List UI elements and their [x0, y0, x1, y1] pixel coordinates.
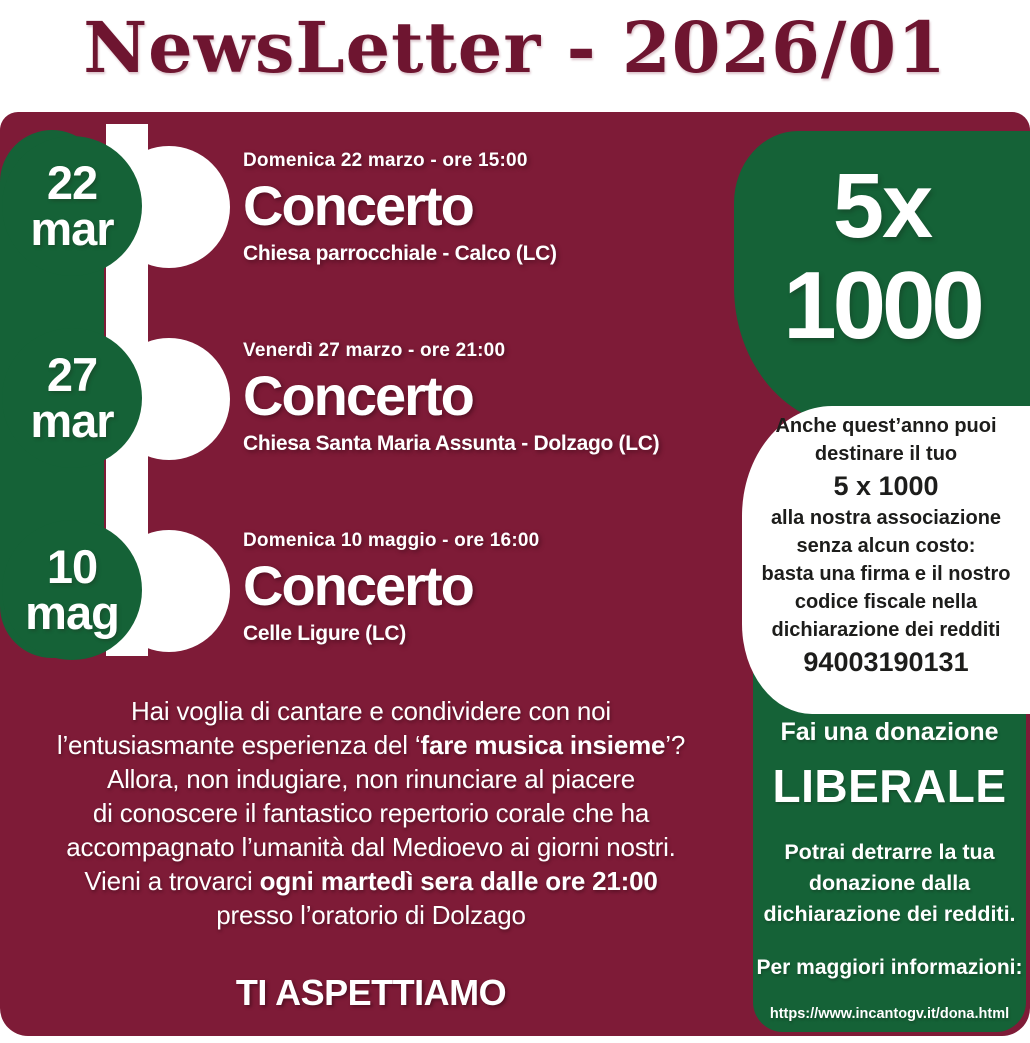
event-date-badge	[0, 136, 232, 276]
event-title: Concerto	[243, 554, 473, 617]
date-badge-green-circle	[2, 136, 142, 276]
donation-detail-line: dichiarazione dei redditi.	[763, 902, 1016, 926]
donation-link[interactable]: https://www.incantogv.it/dona.html	[769, 1006, 1010, 1022]
donation-panel-content	[753, 648, 1026, 1022]
event-date-month: mar	[30, 394, 114, 447]
event-venue: Chiesa parrocchiale - Calco (LC)	[243, 242, 557, 265]
invitation-line: di conoscere il fantastico repertorio corale che ha	[92, 798, 650, 828]
event-listing	[243, 150, 743, 266]
five-per-mille-line2: 1000	[783, 252, 981, 359]
event-title: Concerto	[243, 364, 473, 427]
tax-info-line: basta una firma e il nostro	[761, 563, 1011, 585]
donation-detail	[753, 837, 1026, 930]
tax-info-line: senza alcun costo:	[796, 535, 976, 557]
tax-info-paragraph	[742, 412, 1030, 680]
donation-detail-line: Potrai detrarre la tua	[784, 840, 995, 864]
five-per-mille-line1: 5x	[832, 155, 932, 257]
tax-info-line: 94003190131	[803, 647, 969, 677]
invitation-line: Hai voglia di cantare e condividere con noi	[131, 696, 611, 726]
event-date-month: mag	[25, 586, 119, 639]
five-per-mille-headline	[734, 155, 1030, 359]
event-listing	[243, 340, 743, 456]
invitation-line: presso l’oratorio di Dolzago	[216, 900, 526, 930]
invitation-line: accompagnato l’umanità dal Medioevo ai giorni nostri.	[66, 832, 676, 862]
invitation-line: Allora, non indugiare, non rinunciare al piacere	[106, 764, 636, 794]
invitation-line: Vieni a trovarci ogni martedì sera dalle ore 21:00	[84, 866, 658, 896]
tax-info-line: destinare il tuo	[814, 443, 958, 465]
donation-url	[753, 1006, 1026, 1022]
event-datetime: Domenica 22 marzo - ore 15:00	[243, 150, 528, 171]
more-info-label: Per maggiori informazioni:	[756, 956, 1023, 979]
event-listing	[243, 530, 743, 646]
tax-info-line: Anche quest’anno puoi	[775, 415, 997, 437]
newsletter-title: NewsLetter - 2026/01	[83, 6, 947, 89]
event-datetime: Domenica 10 maggio - ore 16:00	[243, 530, 540, 551]
event-date-day: 22	[46, 156, 98, 209]
event-date-day: 10	[46, 540, 98, 593]
tax-info-line: 5 x 1000	[833, 471, 939, 501]
invitation-paragraph	[0, 694, 742, 932]
event-date-month: mar	[30, 202, 114, 255]
event-datetime: Venerdì 27 marzo - ore 21:00	[243, 340, 506, 361]
date-badge-green-circle	[2, 520, 142, 660]
donation-cta-line1: Fai una donazione	[780, 718, 999, 746]
tax-info-line: dichiarazione dei redditi	[771, 619, 1001, 641]
event-date-day: 27	[46, 348, 98, 401]
tax-info-line: alla nostra associazione	[770, 507, 1002, 529]
event-date-badge	[0, 328, 232, 468]
event-venue: Chiesa Santa Maria Assunta - Dolzago (LC)	[243, 432, 660, 455]
tax-info-line: codice fiscale nella	[794, 591, 978, 613]
event-venue: Celle Ligure (LC)	[243, 622, 406, 645]
donation-detail-line: donazione dalla	[808, 871, 971, 895]
donation-cta-line2: LIBERALE	[772, 760, 1007, 812]
invitation-line: l’entusiasmante esperienza del ‘fare musica insieme’?	[56, 730, 686, 760]
event-date-badge	[0, 520, 232, 660]
event-title: Concerto	[243, 174, 473, 237]
date-badge-green-circle	[2, 328, 142, 468]
closing-message: TI ASPETTIAMO	[235, 972, 507, 1013]
